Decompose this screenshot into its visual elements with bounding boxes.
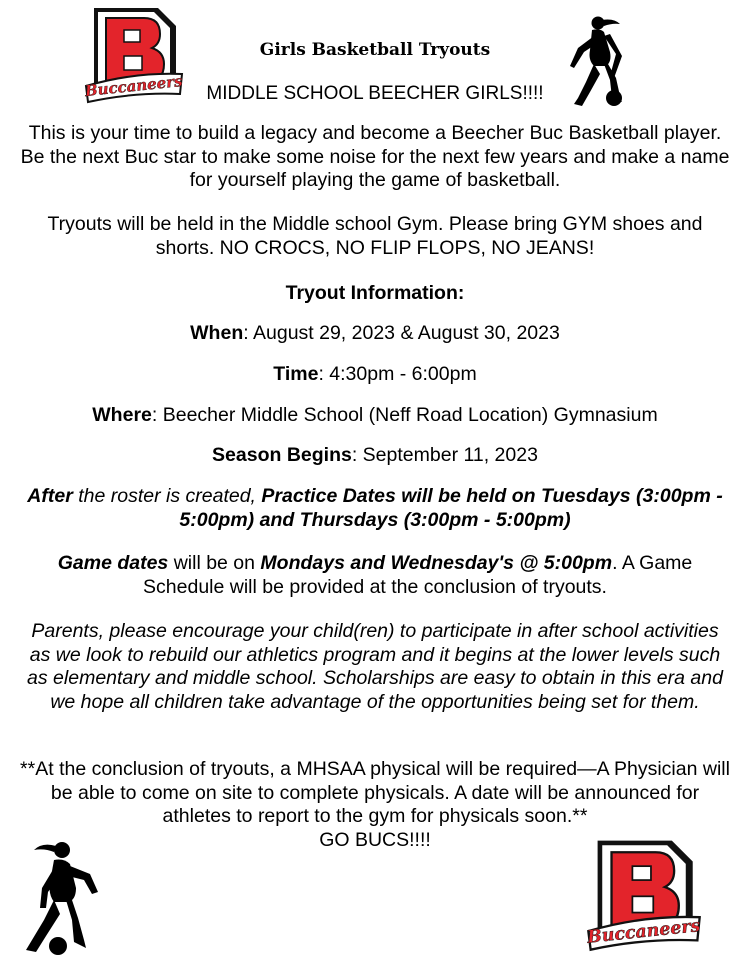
buccaneers-logo-bottom: [586, 836, 702, 952]
physical-paragraph: **At the conclusion of tryouts, a MHSAA physical will be required—A Physician will be able to come on site to complete physicals. A date will be announced for athletes to report to the gym for physicals soon.**: [20, 758, 730, 827]
where-line: [20, 404, 730, 428]
time-value: : 4:30pm - 6:00pm: [318, 363, 477, 385]
season-line: [20, 444, 730, 468]
games-mid: will be on: [168, 552, 261, 574]
intro-paragraph: This is your time to build a legacy and become a Beecher Buc Basketball player. Be the next Buc star to make some noise for the next few years and make a name for yourself playing the game of basketball.: [20, 122, 730, 191]
practice-roster: the roster is created,: [72, 485, 262, 507]
when-label: When: [190, 322, 244, 344]
time-label: Time: [273, 363, 319, 385]
time-line: [20, 363, 730, 387]
games-paragraph: [20, 552, 730, 599]
practice-dates: Practice Dates will be held on Tuesdays (3:00pm - 5:00pm) and Thursdays (3:00pm - 5:00pm): [179, 485, 723, 531]
games-rest: . A Game Schedule will be provided at the conclusion of tryouts.: [143, 552, 693, 598]
closing-line: GO BUCS!!!!: [319, 829, 431, 851]
parents-paragraph: Parents, please encourage your child(ren) to participate in after school activities as we look to rebuild our athletics program and it begins at the lower levels such as elementary and middle school. Scholarships are easy to obtain in this era and we hope all children take advantage of the opportunities being set for them.: [27, 620, 723, 713]
where-value: : Beecher Middle School (Neff Road Location) Gymnasium: [151, 404, 658, 426]
logo-script-text: Buccaneers: [586, 916, 702, 948]
practice-paragraph: [20, 485, 730, 532]
page-title: Girls Basketball Tryouts: [259, 40, 491, 60]
tryout-info-heading: Tryout Information:: [285, 282, 465, 304]
page-subtitle: MIDDLE SCHOOL BEECHER GIRLS!!!!: [206, 83, 544, 104]
when-line: [20, 322, 730, 346]
when-value: : August 29, 2023 & August 30, 2023: [243, 322, 560, 344]
logo-script-text: Buccaneers: [84, 71, 184, 101]
where-label: Where: [92, 404, 152, 426]
gear-paragraph: Tryouts will be held in the Middle school Gym. Please bring GYM shoes and shorts. NO CROCS, NO FLIP FLOPS, NO JEANS!: [47, 213, 703, 259]
basketball-player-silhouette-bottom: [20, 838, 112, 958]
games-label: Game dates: [57, 552, 169, 574]
practice-after: After: [27, 485, 73, 507]
season-value: : September 11, 2023: [351, 444, 538, 466]
games-days: Mondays and Wednesday's @ 5:00pm: [260, 552, 613, 574]
season-label: Season Begins: [212, 444, 352, 466]
